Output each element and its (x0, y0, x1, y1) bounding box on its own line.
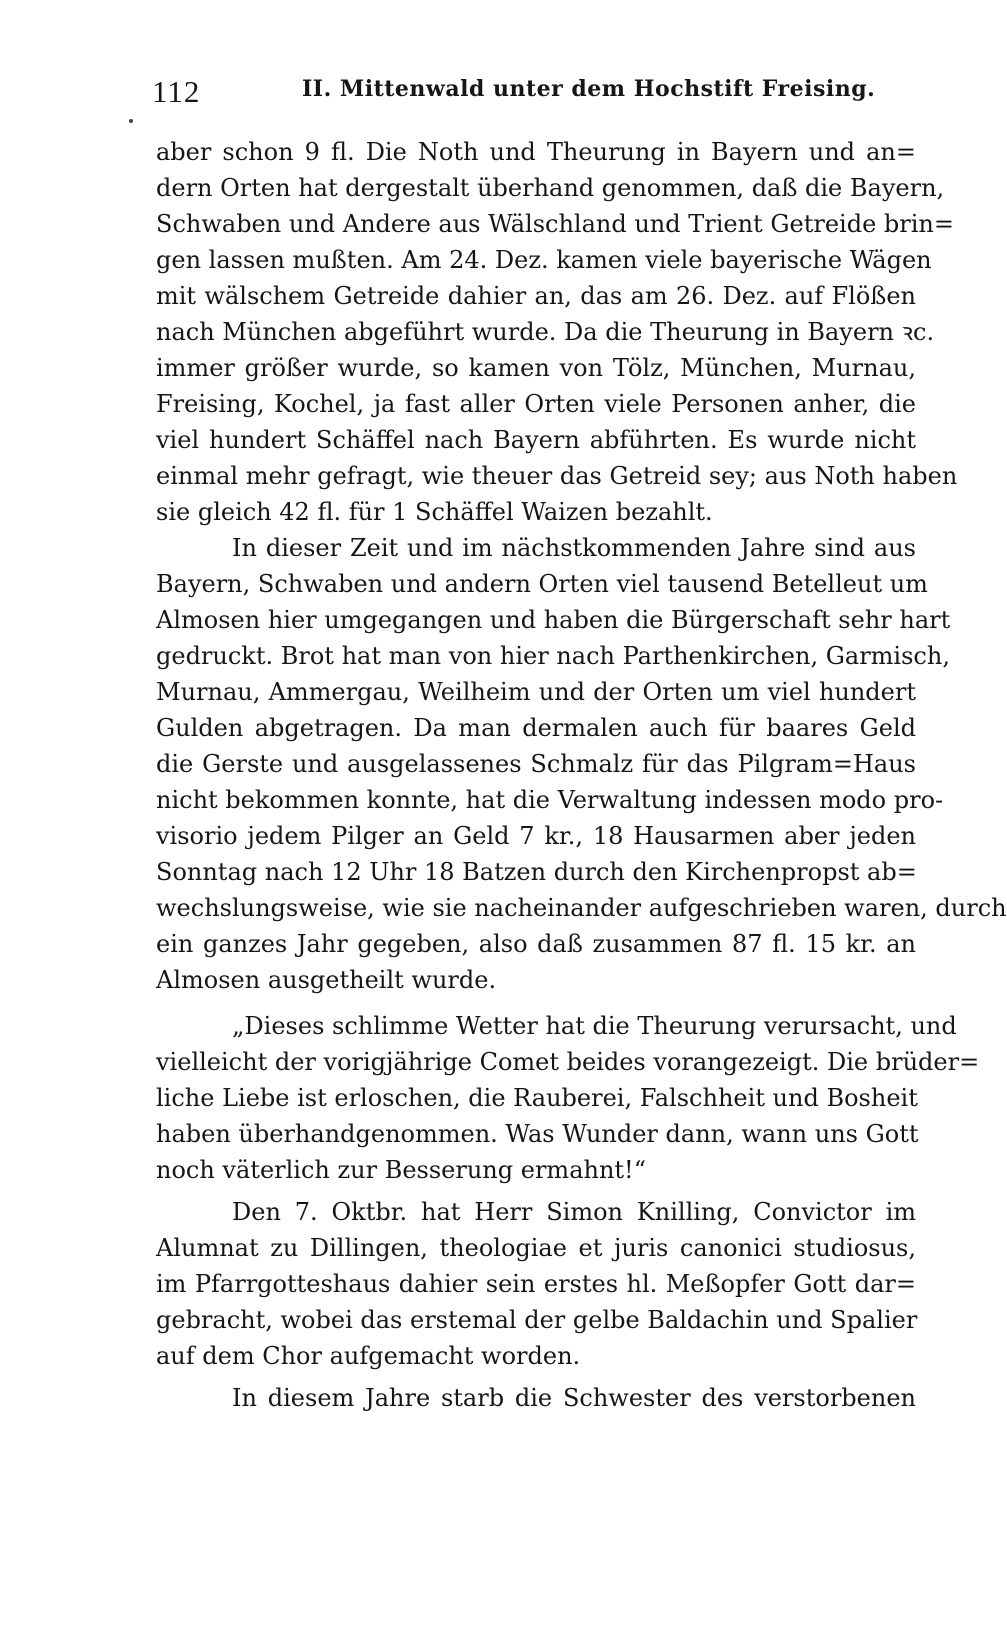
running-head: II. Mittenwald unter dem Hochstift Freising. (302, 76, 876, 102)
text-line: immer größer wurde, so kamen von Tölz, München, Murnau, (156, 354, 916, 382)
text-line: „Dieses schlimme Wetter hat die Theurung verursacht, und (232, 1012, 957, 1040)
text-line: im Pfarrgotteshaus dahier sein erstes hl. Meßopfer Gott dar= (156, 1270, 916, 1298)
text-line: Alumnat zu Dillingen, theologiae et juris canonici studiosus, (156, 1234, 916, 1262)
page-number: 112 (152, 74, 201, 109)
text-line: gedruckt. Brot hat man von hier nach Parthenkirchen, Garmisch, (156, 642, 950, 670)
text-line: Sonntag nach 12 Uhr 18 Batzen durch den Kirchenpropst ab= (156, 858, 917, 886)
text-line: Den 7. Oktbr. hat Herr Simon Knilling, Convictor im (232, 1198, 916, 1226)
text-line: sie gleich 42 fl. für 1 Schäffel Waizen bezahlt. (156, 498, 713, 526)
text-line: noch väterlich zur Besserung ermahnt!“ (156, 1156, 646, 1184)
text-line: In dieser Zeit und im nächstkommenden Jahre sind aus (232, 534, 916, 562)
text-line: liche Liebe ist erloschen, die Rauberei, Falschheit und Bosheit (156, 1084, 918, 1112)
text-line: haben überhandgenommen. Was Wunder dann, wann uns Gott (156, 1120, 919, 1148)
text-line: Gulden abgetragen. Da man dermalen auch für baares Geld (156, 714, 916, 742)
text-line: mit wälschem Getreide dahier an, das am 26. Dez. auf Flößen (156, 282, 916, 310)
text-line: nicht bekommen konnte, hat die Verwaltung indessen modo pro- (156, 786, 944, 814)
text-line: die Gerste und ausgelassenes Schmalz für das Pilgram=Haus (156, 750, 916, 778)
text-line: ein ganzes Jahr gegeben, also daß zusammen 87 fl. 15 kr. an (156, 930, 916, 958)
page-header (152, 64, 917, 114)
margin-dot (129, 119, 133, 123)
text-line: gebracht, wobei das erstemal der gelbe Baldachin und Spalier (156, 1306, 918, 1334)
text-line: auf dem Chor aufgemacht worden. (156, 1342, 581, 1370)
text-line: einmal mehr gefragt, wie theuer das Getreid sey; aus Noth haben (156, 462, 958, 490)
text-line: Freising, Kochel, ja fast aller Orten viele Personen anher, die (156, 390, 916, 418)
text-line: Schwaben und Andere aus Wälschland und Trient Getreide brin= (156, 210, 954, 238)
text-line: wechslungsweise, wie sie nacheinander aufgeschrieben waren, durch (156, 894, 1007, 922)
text-line: aber schon 9 fl. Die Noth und Theurung in Bayern und an= (156, 138, 916, 166)
text-line: gen lassen mußten. Am 24. Dez. kamen viele bayerische Wägen (156, 246, 932, 274)
text-line: vielleicht der vorigjährige Comet beides vorangezeigt. Die brüder= (156, 1048, 980, 1076)
text-line: visorio jedem Pilger an Geld 7 kr., 18 Hausarmen aber jeden (156, 822, 916, 850)
text-line: Bayern, Schwaben und andern Orten viel tausend Betelleut um (156, 570, 928, 598)
text-line: Almosen hier umgegangen und haben die Bürgerschaft sehr hart (156, 606, 951, 634)
text-line: Murnau, Ammergau, Weilheim und der Orten um viel hundert (156, 678, 916, 706)
text-line: Almosen ausgetheilt wurde. (156, 966, 497, 994)
text-line: nach München abgeführt wurde. Da die Theurung in Bayern ꝛc. (156, 318, 935, 346)
text-line: dern Orten hat dergestalt überhand genommen, daß die Bayern, (156, 174, 945, 202)
text-line: In diesem Jahre starb die Schwester des verstorbenen (232, 1384, 916, 1412)
text-line: viel hundert Schäffel nach Bayern abführten. Es wurde nicht (156, 426, 916, 454)
